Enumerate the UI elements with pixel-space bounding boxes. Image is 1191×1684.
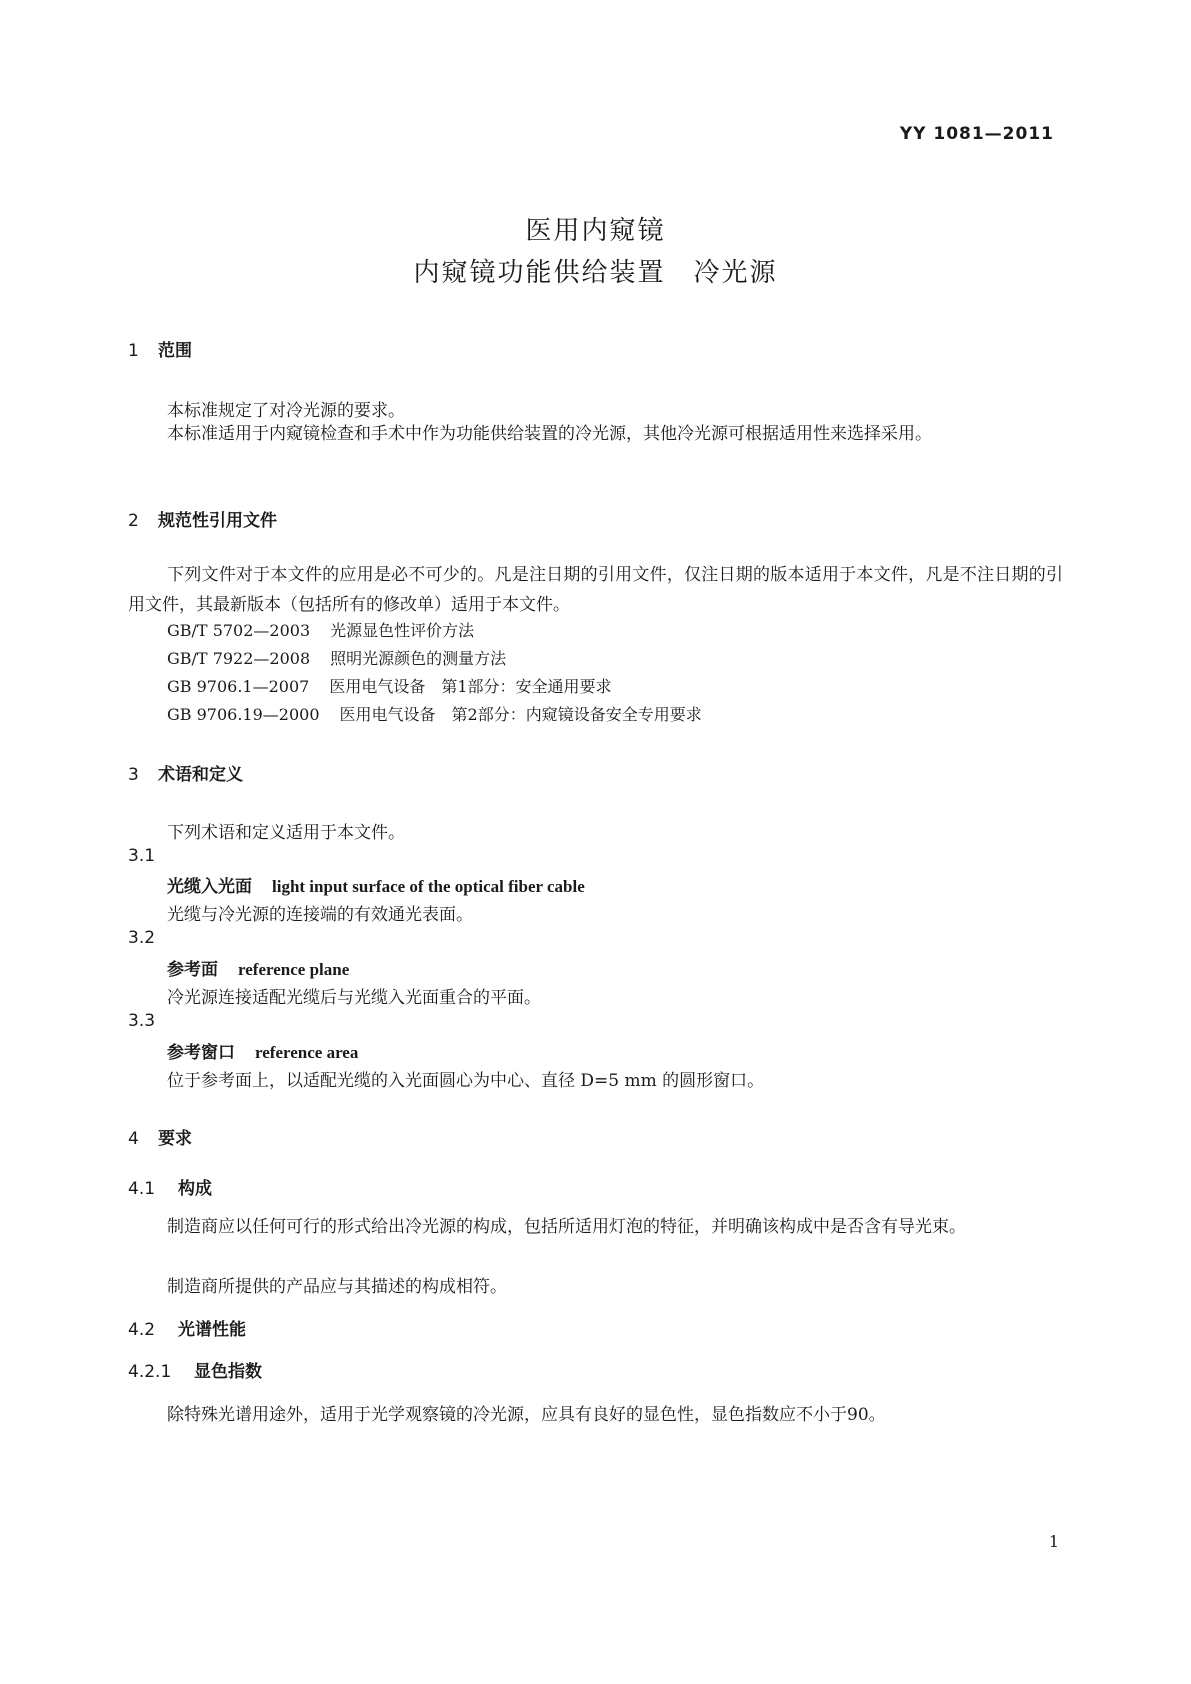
section-number: 1	[128, 341, 139, 361]
section-1-heading	[128, 336, 192, 361]
section-title: 术语和定义	[158, 765, 243, 785]
reference-code: GB/T 7922—2008	[167, 649, 311, 668]
paragraph: 制造商所提供的产品应与其描述的构成相符。	[167, 1277, 507, 1297]
section-number: 4.2	[128, 1320, 156, 1340]
term-heading	[167, 955, 349, 980]
term-english: reference plane	[238, 960, 350, 979]
section-title: 要求	[158, 1129, 192, 1149]
term-number: 3.2	[128, 928, 156, 948]
reference-name: 医用电气设备 第1部分：安全通用要求	[329, 677, 612, 696]
term-chinese: 光缆入光面	[167, 877, 252, 897]
term-number: 3.3	[128, 1011, 156, 1031]
term-definition: 光缆与冷光源的连接端的有效通光表面。	[167, 905, 473, 925]
term-number: 3.1	[128, 846, 156, 866]
subsection-4-1-heading	[128, 1174, 212, 1199]
reference-code: GB/T 5702—2003	[167, 621, 311, 640]
term-heading	[167, 872, 585, 897]
term-english: reference area	[255, 1043, 359, 1062]
paragraph: 制造商应以任何可行的形式给出冷光源的构成，包括所适用灯泡的特征，并明确该构成中是否含有导光束。	[167, 1217, 966, 1237]
page-number: 1	[1048, 1532, 1059, 1551]
reference-name: 医用电气设备 第2部分：内窥镜设备安全专用要求	[339, 705, 702, 724]
term-definition: 位于参考面上，以适配光缆的入光面圆心为中心、直径 D=5 mm 的圆形窗口。	[167, 1071, 765, 1091]
paragraph: 本标准规定了对冷光源的要求。	[167, 401, 405, 421]
paragraph: 本标准适用于内窥镜检查和手术中作为功能供给装置的冷光源，其他冷光源可根据适用性来选择采用。	[167, 424, 932, 444]
section-number: 4	[128, 1129, 139, 1149]
section-number: 4.1	[128, 1179, 156, 1199]
term-english: light input surface of the optical fiber cable	[272, 877, 585, 896]
section-number: 4.2.1	[128, 1362, 172, 1382]
reference-code: GB 9706.1—2007	[167, 677, 310, 696]
reference-item	[167, 646, 506, 669]
section-title: 光谱性能	[178, 1320, 246, 1340]
paragraph: 下列术语和定义适用于本文件。	[167, 823, 405, 843]
standard-code: YY 1081—2011	[899, 124, 1054, 144]
term-definition: 冷光源连接适配光缆后与光缆入光面重合的平面。	[167, 988, 541, 1008]
section-3-heading	[128, 760, 243, 785]
reference-code: GB 9706.19—2000	[167, 705, 320, 724]
paragraph: 下列文件对于本文件的应用是必不可少的。凡是注日期的引用文件，仅注日期的版本适用于本文件，凡是不注日期的引用文件，其最新版本（包括所有的修改单）适用于本文件。	[128, 565, 1063, 615]
term-chinese: 参考窗口	[167, 1043, 235, 1063]
reference-item	[167, 674, 612, 697]
section-2-heading	[128, 506, 277, 531]
reference-item	[167, 702, 702, 725]
section-title: 规范性引用文件	[158, 511, 277, 531]
term-heading	[167, 1038, 358, 1063]
section-number: 2	[128, 511, 139, 531]
reference-name: 光源显色性评价方法	[330, 621, 475, 640]
document-title-line1: 医用内窥镜	[525, 216, 666, 246]
section-title: 构成	[178, 1179, 212, 1199]
subsection-4-2-1-heading	[128, 1357, 262, 1382]
subsection-4-2-heading	[128, 1315, 246, 1340]
section-title: 范围	[158, 341, 192, 361]
section-number: 3	[128, 765, 139, 785]
document-title-line2: 内窥镜功能供给装置 冷光源	[413, 258, 778, 288]
reference-name: 照明光源颜色的测量方法	[330, 649, 507, 668]
reference-item	[167, 618, 474, 641]
paragraph: 除特殊光谱用途外，适用于光学观察镜的冷光源，应具有良好的显色性，显色指数应不小于90。	[167, 1405, 886, 1425]
section-4-heading	[128, 1124, 192, 1149]
section-title: 显色指数	[194, 1362, 262, 1382]
term-chinese: 参考面	[167, 960, 218, 980]
